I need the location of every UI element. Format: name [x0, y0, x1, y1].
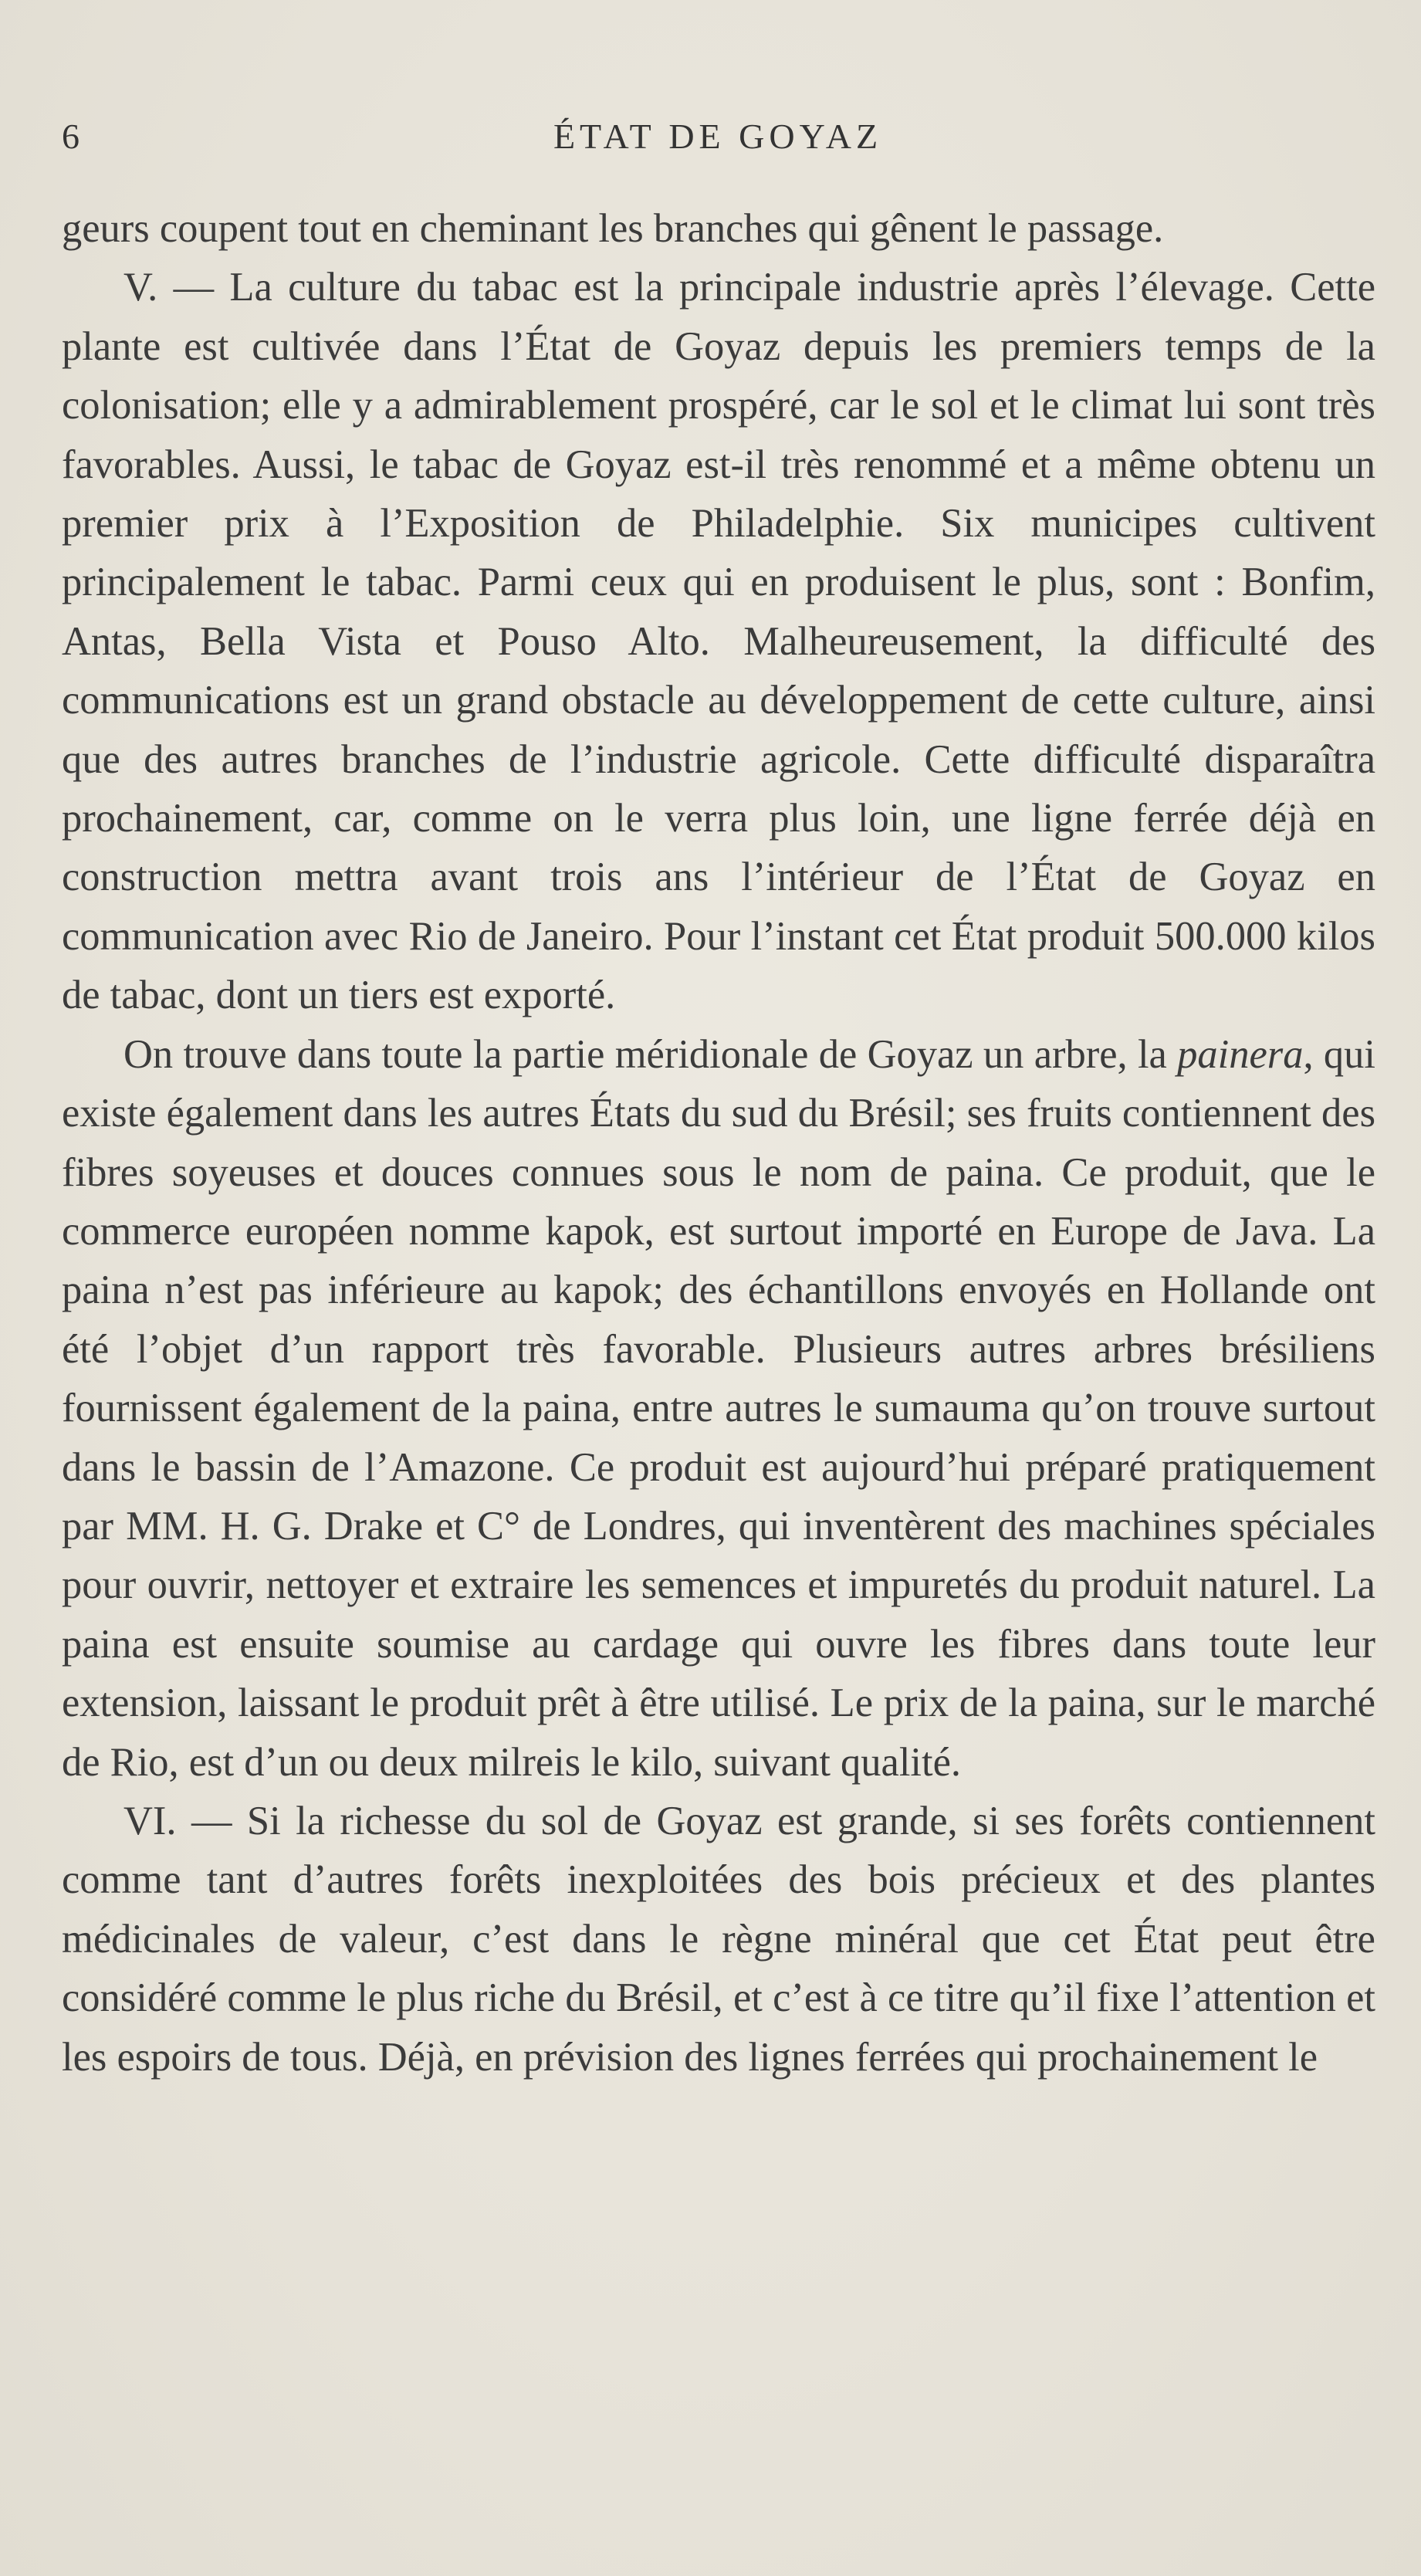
paragraph-mineral-wealth: VI. — Si la richesse du sol de Goyaz est grande, si ses forêts contiennent comme tant d’autres forêts inexploitées des bois précieux et des plantes médicinales de valeur, c’est dans le règne minéral que cet État peut être considéré comme le plus riche du Brésil, et c’est à ce titre qu’il fixe l’attention et les espoirs de tous. Déjà, en prévision des lignes ferrées qui prochainement le	[62, 1798, 1375, 2080]
running-head	[62, 116, 1374, 178]
running-title: ÉTAT DE GOYAZ	[553, 117, 883, 156]
painera-text-after: , qui existe également dans les autres États du sud du Brésil; ses fruits contiennent des fibres soyeuses et douces connues sous le nom de paina. Ce produit, que le commerce européen nomme kapok, est surtout importé en Europe de Java. La paina n’est pas inférieure au kapok; des échantillons envoyés en Hollande ont été l’objet d’un rapport très favorable. Plusieurs autres arbres brésiliens fournissent également de la paina, entre autres le sumauma qu’on trouve surtout dans le bassin de l’Amazone. Ce produit est aujourd’hui préparé pratiquement par MM. H. G. Drake et C° de Londres, qui inventèrent des machines spéciales pour ouvrir, nettoyer et extraire les semences et impuretés du produit naturel. La paina est ensuite soumise au cardage qui ouvre les fibres dans toute leur extension, laissant le produit prêt à être utilisé. Le prix de la paina, sur le marché de Rio, est d’un ou deux milreis le kilo, suivant qualité.	[62, 1031, 1375, 1785]
text-body	[62, 199, 1375, 2087]
paragraph-tobacco-culture: V. — La culture du tabac est la principale industrie après l’élevage. Cette plante est cultivée dans l’État de Goyaz depuis les premiers temps de la colonisation; elle y a admirablement prospéré, car le sol et le climat lui sont très favorables. Aussi, le tabac de Goyaz est-il très renommé et a même obtenu un premier prix à l’Exposition de Philadelphie. Six municipes cultivent principalement le tabac. Parmi ceux qui en produisent le plus, sont : Bonfim, Antas, Bella Vista et Pouso Alto. Malheureusement, la difficulté des communications est un grand obstacle au développement de cette culture, ainsi que des autres branches de l’industrie agricole. Cette difficulté disparaîtra prochainement, car, comme on le verra plus loin, une ligne ferrée déjà en construction mettra avant trois ans l’intérieur de l’État de Goyaz en communication avec Rio de Janeiro. Pour l’instant cet État produit 500.000 kilos de tabac, dont un tiers est exporté.	[62, 265, 1375, 1018]
paragraph-continuation: geurs coupent tout en cheminant les branches qui gênent le passage.	[62, 206, 1164, 251]
painera-text-before: On trouve dans toute la partie méridionale de Goyaz un arbre, la	[123, 1031, 1178, 1077]
painera-emphasis: painera	[1177, 1031, 1304, 1077]
paragraph-painera	[62, 1025, 1375, 1792]
page-number: 6	[62, 117, 80, 156]
